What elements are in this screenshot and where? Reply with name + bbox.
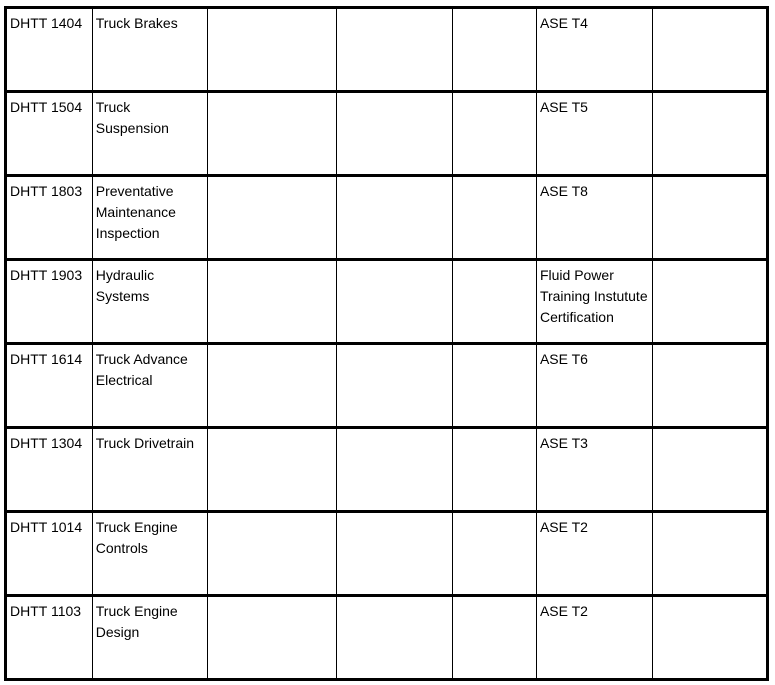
table-row xyxy=(6,8,768,92)
certification-cell: Fluid Power Training Instutute Certification xyxy=(536,260,652,344)
certification-cell: ASE T6 xyxy=(536,344,652,428)
course-name-cell: Truck Engine Design xyxy=(92,596,207,680)
empty-cell xyxy=(207,260,337,344)
empty-cell xyxy=(652,260,767,344)
course-name-cell: Truck Brakes xyxy=(92,8,207,92)
certification-cell: ASE T5 xyxy=(536,92,652,176)
empty-cell xyxy=(207,512,337,596)
table-row xyxy=(6,344,768,428)
certification-cell: ASE T2 xyxy=(536,596,652,680)
empty-cell xyxy=(337,260,453,344)
empty-cell xyxy=(207,176,337,260)
course-table xyxy=(4,6,769,681)
course-code-cell: DHTT 1614 xyxy=(6,344,93,428)
empty-cell xyxy=(337,176,453,260)
course-code-cell: DHTT 1304 xyxy=(6,428,93,512)
empty-cell xyxy=(337,596,453,680)
empty-cell xyxy=(652,596,767,680)
empty-cell xyxy=(337,344,453,428)
empty-cell xyxy=(453,344,537,428)
course-code-cell: DHTT 1504 xyxy=(6,92,93,176)
empty-cell xyxy=(652,176,767,260)
certification-cell: ASE T2 xyxy=(536,512,652,596)
empty-cell xyxy=(207,92,337,176)
empty-cell xyxy=(207,8,337,92)
course-name-cell: Truck Advance Electrical xyxy=(92,344,207,428)
table-row xyxy=(6,428,768,512)
empty-cell xyxy=(453,596,537,680)
course-name-cell: Truck Drivetrain xyxy=(92,428,207,512)
course-table-body xyxy=(6,8,768,680)
empty-cell xyxy=(453,428,537,512)
empty-cell xyxy=(207,428,337,512)
empty-cell xyxy=(652,92,767,176)
empty-cell xyxy=(337,92,453,176)
course-code-cell: DHTT 1903 xyxy=(6,260,93,344)
certification-cell: ASE T4 xyxy=(536,8,652,92)
empty-cell xyxy=(207,596,337,680)
empty-cell xyxy=(453,512,537,596)
empty-cell xyxy=(453,260,537,344)
empty-cell xyxy=(337,428,453,512)
empty-cell xyxy=(337,512,453,596)
course-code-cell: DHTT 1014 xyxy=(6,512,93,596)
course-name-cell: Truck Engine Controls xyxy=(92,512,207,596)
table-row xyxy=(6,512,768,596)
certification-cell: ASE T3 xyxy=(536,428,652,512)
empty-cell xyxy=(337,8,453,92)
empty-cell xyxy=(652,344,767,428)
course-name-cell: Preventative Maintenance Inspection xyxy=(92,176,207,260)
course-code-cell: DHTT 1803 xyxy=(6,176,93,260)
empty-cell xyxy=(652,512,767,596)
course-name-cell: Truck Suspension xyxy=(92,92,207,176)
table-row xyxy=(6,260,768,344)
empty-cell xyxy=(207,344,337,428)
empty-cell xyxy=(652,8,767,92)
course-name-cell: Hydraulic Systems xyxy=(92,260,207,344)
empty-cell xyxy=(453,176,537,260)
course-code-cell: DHTT 1404 xyxy=(6,8,93,92)
table-row xyxy=(6,176,768,260)
course-code-cell: DHTT 1103 xyxy=(6,596,93,680)
certification-cell: ASE T8 xyxy=(536,176,652,260)
table-row xyxy=(6,92,768,176)
empty-cell xyxy=(453,92,537,176)
table-row xyxy=(6,596,768,680)
empty-cell xyxy=(453,8,537,92)
empty-cell xyxy=(652,428,767,512)
